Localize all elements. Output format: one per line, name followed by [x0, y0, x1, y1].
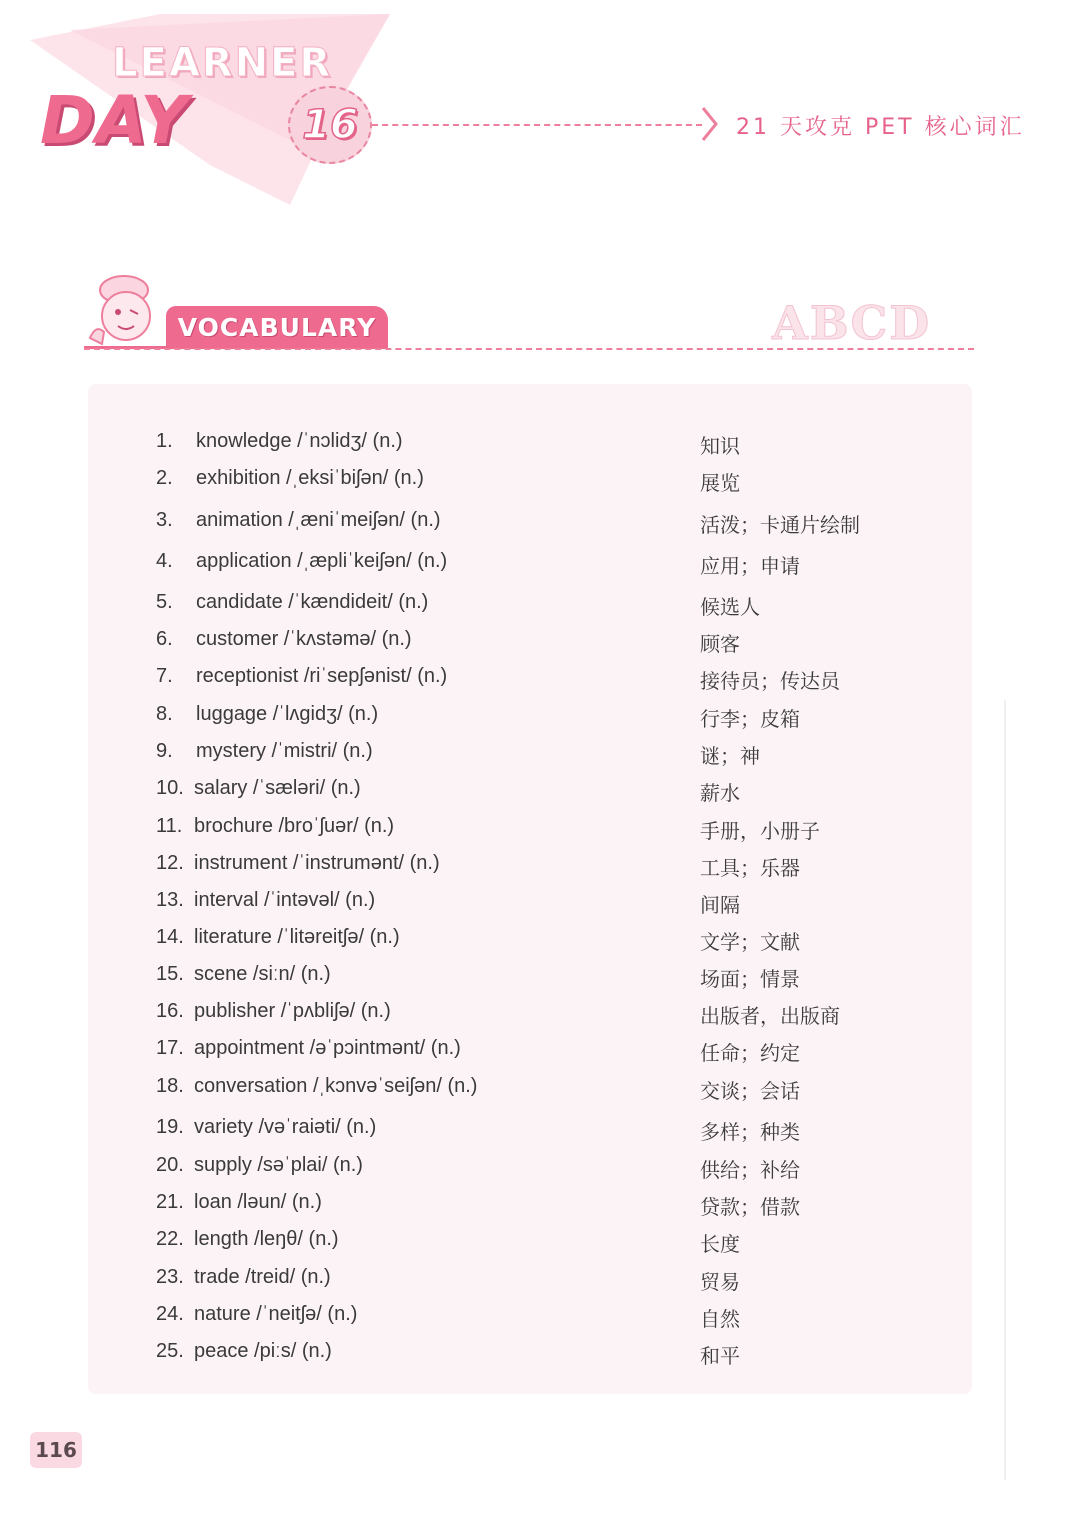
- word-entry: trade /treid/ (n.): [194, 1266, 331, 1288]
- word-meaning: 顾客: [700, 632, 740, 656]
- word-entry: instrument /ˈinstrumənt/ (n.): [194, 852, 440, 874]
- word-entry: scene /siːn/ (n.): [194, 963, 331, 985]
- list-item: [156, 1000, 956, 1032]
- word-meaning: 长度: [700, 1232, 740, 1256]
- word-entry: supply /səˈplai/ (n.): [194, 1154, 363, 1176]
- list-item: [156, 430, 956, 462]
- word-meaning: 自然: [700, 1307, 740, 1331]
- word-meaning: 展览: [700, 471, 740, 495]
- word-entry: application /ˌæpliˈkeiʃən/ (n.): [196, 550, 448, 572]
- word-meaning: 贷款；借款: [700, 1195, 800, 1219]
- word-entry: knowledge /ˈnɔlidʒ/ (n.): [196, 430, 403, 452]
- header-dashed-line: [372, 124, 702, 126]
- item-number: 5.: [156, 591, 173, 613]
- day-number: 16: [302, 102, 358, 148]
- list-item: [156, 1340, 956, 1372]
- list-item: [156, 963, 956, 995]
- item-number: 7.: [156, 665, 173, 687]
- word-entry: nature /ˈneitʃə/ (n.): [194, 1303, 358, 1325]
- item-number: 11.: [156, 815, 183, 837]
- list-item: [156, 740, 956, 772]
- item-number: 20.: [156, 1154, 184, 1176]
- item-number: 24.: [156, 1303, 184, 1325]
- word-meaning: 间隔: [700, 893, 740, 917]
- word-meaning: 应用；申请: [700, 554, 800, 578]
- word-meaning: 活泼；卡通片绘制: [700, 513, 860, 537]
- item-number: 15.: [156, 963, 184, 985]
- word-entry: receptionist /riˈsepʃənist/ (n.): [196, 665, 448, 687]
- item-number: 10.: [156, 777, 184, 799]
- word-meaning: 出版者，出版商: [700, 1004, 840, 1028]
- list-item: [156, 509, 956, 541]
- item-number: 25.: [156, 1340, 184, 1362]
- word-entry: loan /ləun/ (n.): [194, 1191, 322, 1213]
- word-meaning: 接待员；传达员: [700, 669, 840, 693]
- word-entry: interval /ˈintəvəl/ (n.): [194, 889, 376, 911]
- list-item: [156, 1154, 956, 1186]
- word-entry: exhibition /ˌeksiˈbiʃən/ (n.): [196, 467, 424, 489]
- word-meaning: 知识: [700, 434, 740, 458]
- word-meaning: 工具；乐器: [700, 856, 800, 880]
- page-number: 116: [35, 1438, 77, 1462]
- list-item: [156, 591, 956, 623]
- list-item: [156, 1266, 956, 1298]
- item-number: 6.: [156, 628, 173, 650]
- word-meaning: 手册，小册子: [700, 819, 820, 843]
- word-meaning: 多样；种类: [700, 1120, 800, 1144]
- item-number: 8.: [156, 703, 173, 725]
- item-number: 4.: [156, 550, 173, 572]
- item-number: 14.: [156, 926, 184, 948]
- page-edge-shadow: [1004, 700, 1006, 1480]
- word-meaning: 薪水: [700, 781, 740, 805]
- word-entry: brochure /broˈʃuər/ (n.): [194, 815, 395, 837]
- day-number-badge: [288, 86, 372, 164]
- list-item: [156, 1037, 956, 1069]
- item-number: 17.: [156, 1037, 184, 1059]
- item-number: 1.: [156, 430, 173, 452]
- chevron-right-icon: [700, 104, 720, 144]
- word-entry: length /leŋθ/ (n.): [194, 1228, 339, 1250]
- word-meaning: 任命；约定: [700, 1041, 800, 1065]
- word-meaning: 和平: [700, 1344, 740, 1368]
- word-entry: variety /vəˈraiəti/ (n.): [194, 1116, 377, 1138]
- list-item: [156, 852, 956, 884]
- day-wordmark: DAY: [40, 82, 190, 159]
- word-entry: luggage /ˈlʌgidʒ/ (n.): [196, 703, 379, 725]
- item-number: 9.: [156, 740, 173, 762]
- item-number: 19.: [156, 1116, 184, 1138]
- word-entry: conversation /ˌkɔnvəˈseiʃən/ (n.): [194, 1075, 478, 1097]
- word-entry: customer /ˈkʌstəmə/ (n.): [196, 628, 412, 650]
- decorative-letters: A B C D: [772, 296, 930, 350]
- page-number-badge: [30, 1432, 82, 1468]
- list-item: [156, 1116, 956, 1148]
- item-number: 2.: [156, 467, 173, 489]
- word-meaning: 行李；皮箱: [700, 707, 800, 731]
- word-meaning: 谜；神: [700, 744, 760, 768]
- list-item: [156, 815, 956, 847]
- list-item: [156, 703, 956, 735]
- vocabulary-tab: [166, 306, 388, 348]
- item-number: 3.: [156, 509, 173, 531]
- list-item: [156, 1228, 956, 1260]
- word-entry: mystery /ˈmistri/ (n.): [196, 740, 373, 762]
- item-number: 18.: [156, 1075, 184, 1097]
- list-item: [156, 467, 956, 499]
- item-number: 13.: [156, 889, 184, 911]
- word-entry: appointment /əˈpɔintmənt/ (n.): [194, 1037, 461, 1059]
- list-item: [156, 1303, 956, 1335]
- word-meaning: 候选人: [700, 595, 760, 619]
- word-entry: animation /ˌæniˈmeiʃən/ (n.): [196, 509, 441, 531]
- word-entry: literature /ˈlitəreitʃə/ (n.): [194, 926, 400, 948]
- list-item: [156, 889, 956, 921]
- mascot-icon: [84, 268, 164, 352]
- learner-wordmark: LEARNER: [112, 40, 333, 86]
- word-meaning: 文学；文献: [700, 930, 800, 954]
- item-number: 12.: [156, 852, 184, 874]
- item-number: 22.: [156, 1228, 184, 1250]
- list-item: [156, 550, 956, 582]
- list-item: [156, 1191, 956, 1223]
- word-entry: peace /piːs/ (n.): [194, 1340, 332, 1362]
- list-item: [156, 926, 956, 958]
- word-entry: candidate /ˈkændideit/ (n.): [196, 591, 429, 613]
- list-item: [156, 777, 956, 809]
- item-number: 21.: [156, 1191, 184, 1213]
- word-entry: publisher /ˈpʌbliʃə/ (n.): [194, 1000, 391, 1022]
- item-number: 23.: [156, 1266, 184, 1288]
- section-title: VOCABULARY: [177, 312, 377, 342]
- word-meaning: 贸易: [700, 1270, 740, 1294]
- item-number: 16.: [156, 1000, 184, 1022]
- book-title-caption: 21 天攻克 PET 核心词汇: [736, 115, 1025, 140]
- list-item: [156, 665, 956, 697]
- word-entry: salary /ˈsæləri/ (n.): [194, 777, 361, 799]
- word-meaning: 场面；情景: [700, 967, 800, 991]
- word-meaning: 交谈；会话: [700, 1079, 800, 1103]
- list-item: [156, 1075, 956, 1107]
- word-meaning: 供给；补给: [700, 1158, 800, 1182]
- list-item: [156, 628, 956, 660]
